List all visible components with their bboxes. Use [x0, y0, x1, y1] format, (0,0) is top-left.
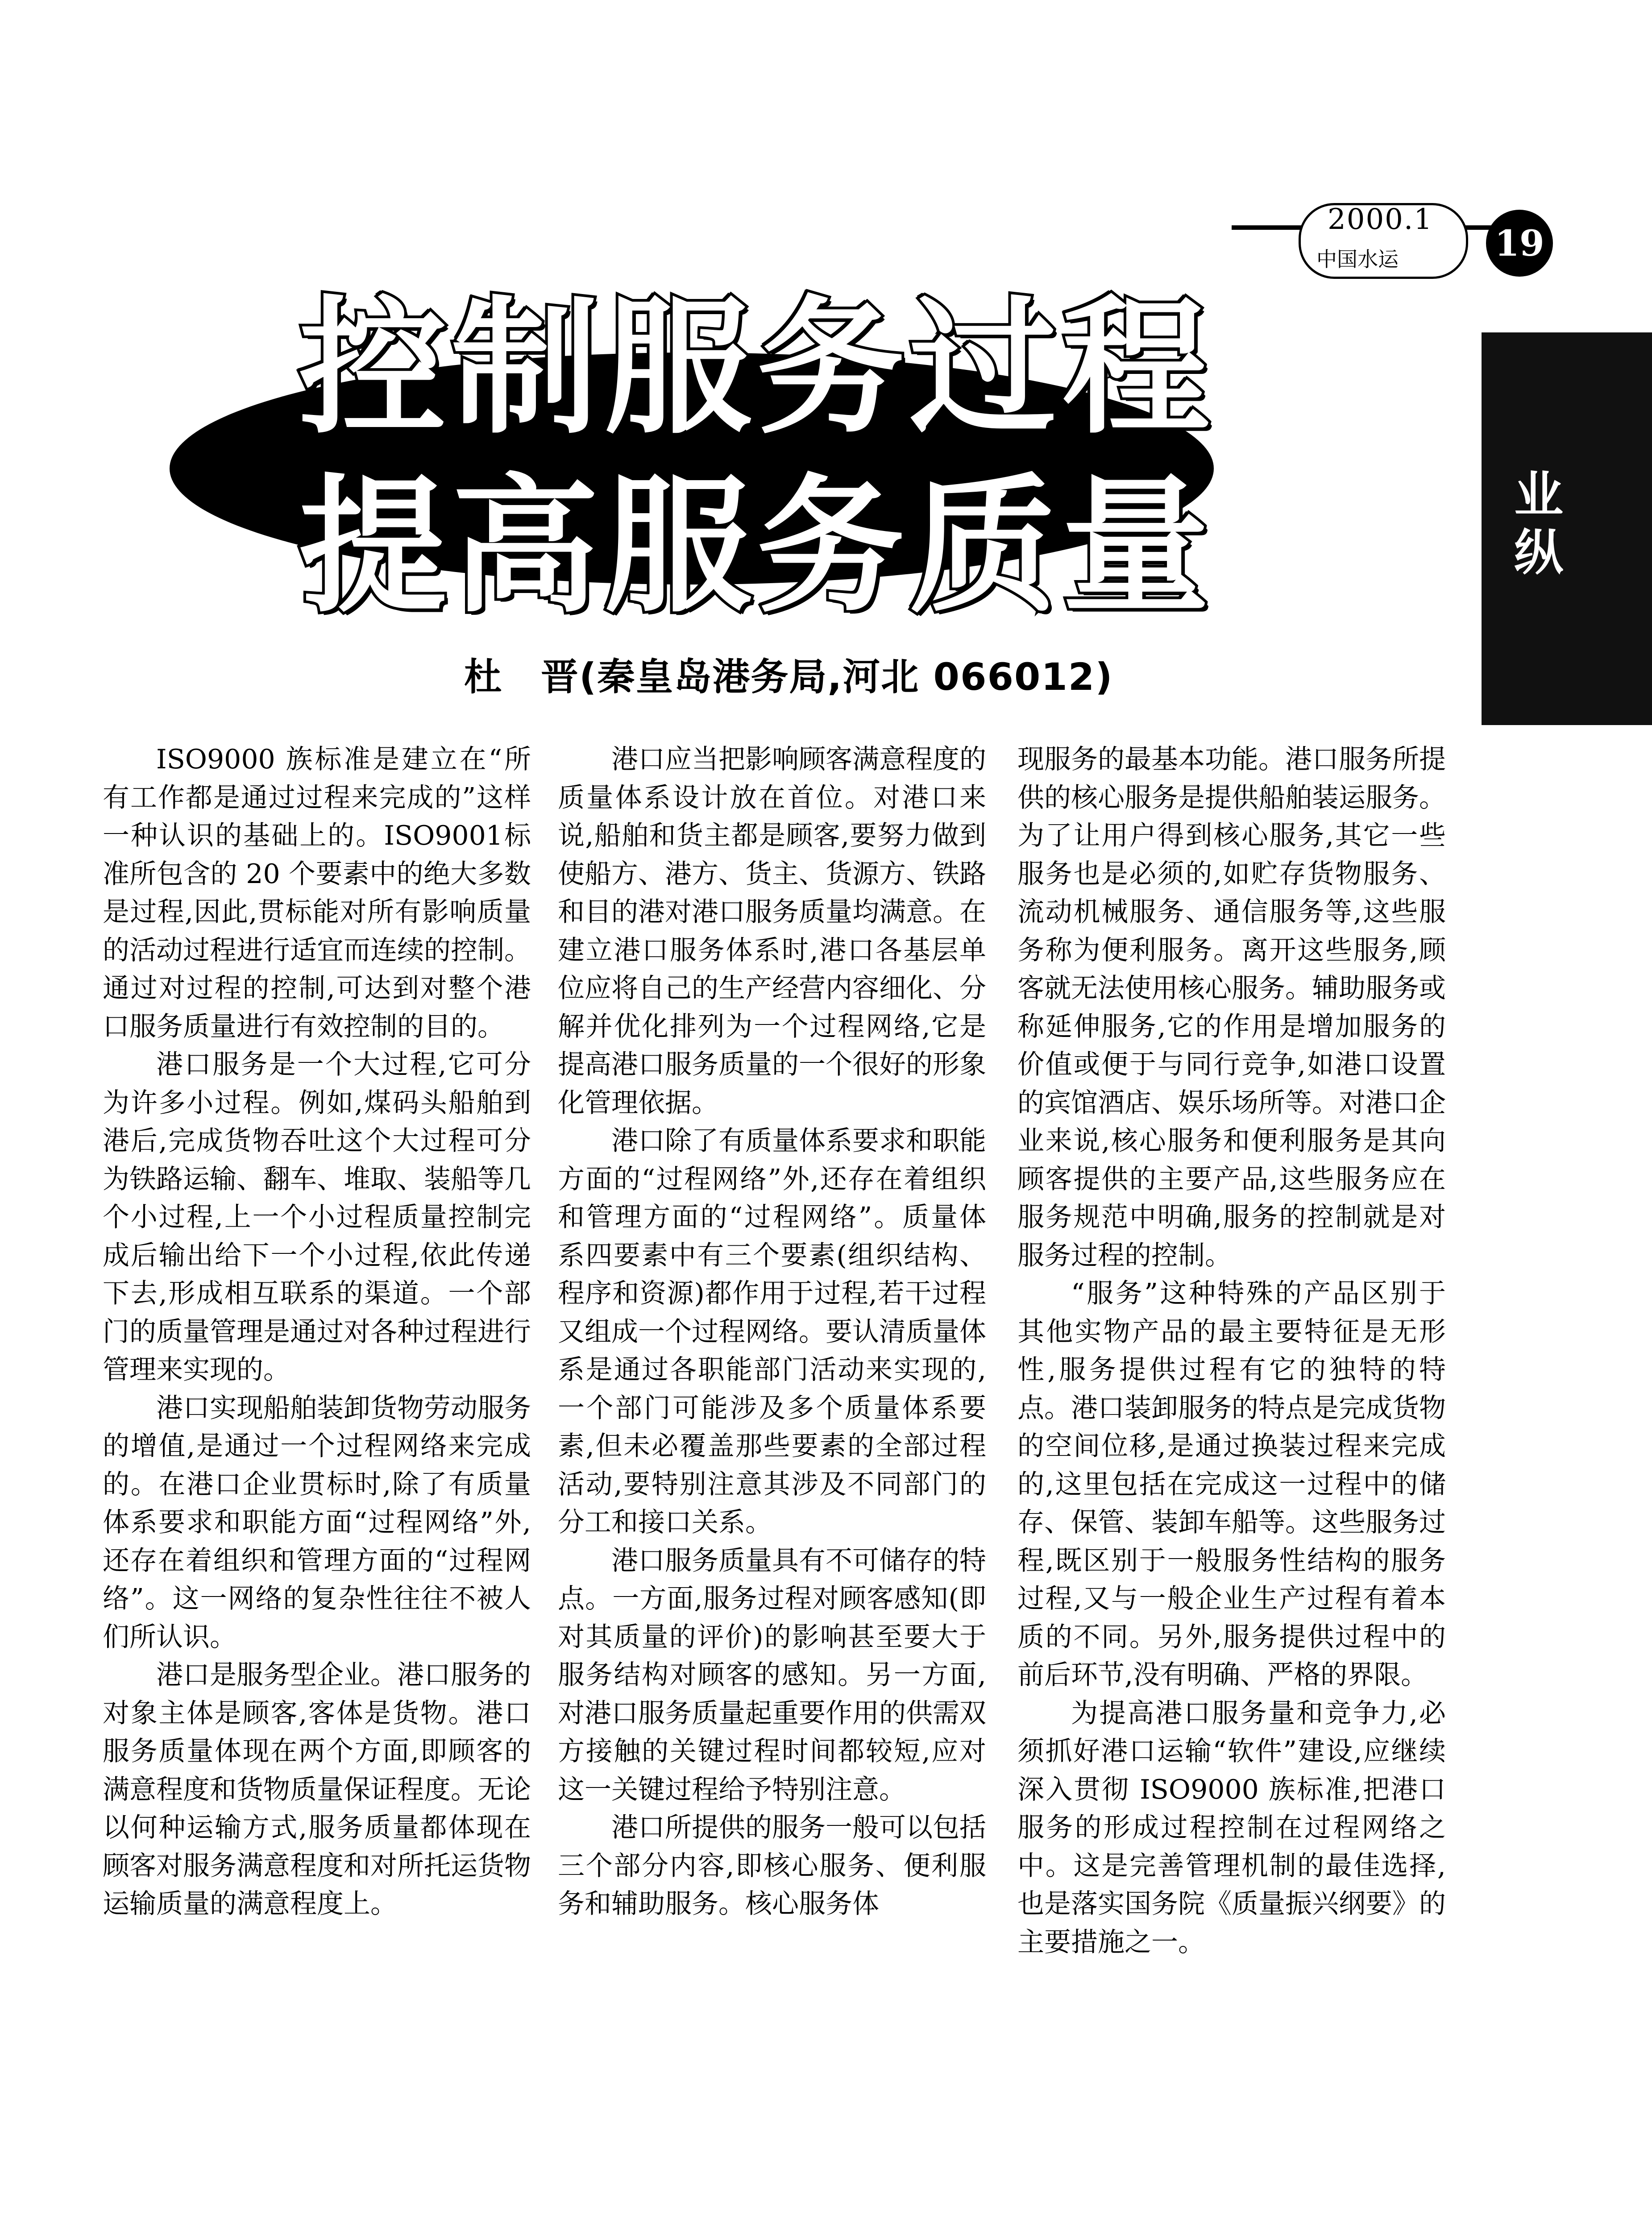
- paragraph: 港口所提供的服务一般可以包括三个部分内容,即核心服务、便利服务和辅助服务。核心服务体: [558, 1812, 986, 1920]
- page-number: 19: [1486, 210, 1553, 277]
- paragraph: “服务”这种特殊的产品区别于其他实物产品的最主要特征是无形性,服务提供过程有它的独特的特点。港口装卸服务的特点是完成货物的空间位移,是通过换装过程来完成的,这里包括在完成这一过程中的储存、保管、装卸车船等。这些服务过程,既区别于一般服务性结构的服务过程,又与一般企业生产过程有着本质的不同。另外,服务提供过程中的前后环节,没有明确、严格的界限。: [1017, 1278, 1446, 1691]
- paragraph-continued: 现服务的最基本功能。港口服务所提供的核心服务是提供船舶装运服务。为了让用户得到核心服务,其它一些服务也是必须的,如贮存货物服务、流动机械服务、通信服务等,这些服务称为便利服务。离开这些服务,顾客就无法使用核心服务。辅助服务或称延伸服务,它的作用是增加服务的价值或便于与同行竞争,如港口设置的宾馆酒店、娱乐场所等。对港口企业来说,核心服务和便利服务是其向顾客提供的主要产品,这些服务应在服务规范中明确,服务的控制就是对服务过程的控制。: [1017, 744, 1446, 1271]
- text-column-1: [103, 741, 531, 1924]
- article-title-line-1: 控制服务过程: [299, 282, 1215, 454]
- article-title-line-2: 提高服务质量: [299, 461, 1215, 632]
- paragraph: 港口实现船舶装卸货物劳动服务的增值,是通过一个过程网络来完成的。在港口企业贯标时,除了有质量体系要求和职能方面“过程网络”外,还存在着组织和管理方面的“过程网络”。这一网络的复杂性往往不被人们所认识。: [103, 1392, 531, 1653]
- paragraph: 港口服务质量具有不可储存的特点。一方面,服务过程对顾客感知(即对其质量的评价)的影响甚至要大于服务结构对顾客的感知。另一方面,对港口服务质量起重要作用的供需双方接触的关键过程时间都较短,应对这一关键过程给予特别注意。: [558, 1545, 986, 1805]
- journal-name: 中国水运: [1316, 247, 1399, 271]
- text-column-3: [1017, 741, 1446, 1961]
- paragraph: 港口应当把影响顾客满意程度的质量体系设计放在首位。对港口来说,船舶和货主都是顾客,要努力做到使船方、港方、货主、货源方、铁路和目的港对港口服务质量均满意。在建立港口服务体系时,港口各基层单位应将自己的生产经营内容细化、分解并优化排列为一个过程网络,它是提高港口服务质量的一个很好的形象化管理依据。: [558, 744, 986, 1119]
- paragraph: ISO9000 族标准是建立在“所有工作都是通过过程来完成的”这样一种认识的基础上的。ISO9001标准所包含的 20 个要素中的绝大多数是过程,因此,贯标能对所有影响质量的活动过程进行适宜而连续的控制。通过对过程的控制,可达到对整个港口服务质量进行有效控制的目的。: [103, 744, 531, 1042]
- issue-number: 2000.1: [1328, 203, 1433, 236]
- paragraph: 为提高港口服务量和竞争力,必须抓好港口运输“软件”建设,应继续深入贯彻 ISO9000 族标准,把港口服务的形成过程控制在过程网络之中。这是完善管理机制的最佳选择,也是落实国务院《质量振兴纲要》的主要措施之一。: [1017, 1697, 1446, 1958]
- section-tab-label: 业纵: [1506, 469, 1563, 585]
- article-byline: 杜 晋(秦皇岛港务局,河北 066012): [464, 655, 1113, 699]
- text-column-2: [558, 741, 986, 1924]
- paragraph: 港口是服务型企业。港口服务的对象主体是顾客,客体是货物。港口服务质量体现在两个方面,即顾客的满意程度和货物质量保证程度。无论以何种运输方式,服务质量都体现在顾客对服务满意程度和对所托运货物运输质量的满意程度上。: [103, 1659, 531, 1920]
- paragraph: 港口除了有质量体系要求和职能方面的“过程网络”外,还存在着组织和管理方面的“过程网络”。质量体系四要素中有三个要素(组织结构、程序和资源)都作用于过程,若干过程又组成一个过程网络。要认清质量体系是通过各职能部门活动来实现的,一个部门可能涉及多个质量体系要素,但未必覆盖那些要素的全部过程活动,要特别注意其涉及不同部门的分工和接口关系。: [558, 1125, 986, 1538]
- paragraph: 港口服务是一个大过程,它可分为许多小过程。例如,煤码头船舶到港后,完成货物吞吐这个大过程可分为铁路运输、翻车、堆取、装船等几个小过程,上一个小过程质量控制完成后输出给下一个小过程,依此传递下去,形成相互联系的渠道。一个部门的质量管理是通过对各种过程进行管理来实现的。: [103, 1049, 531, 1385]
